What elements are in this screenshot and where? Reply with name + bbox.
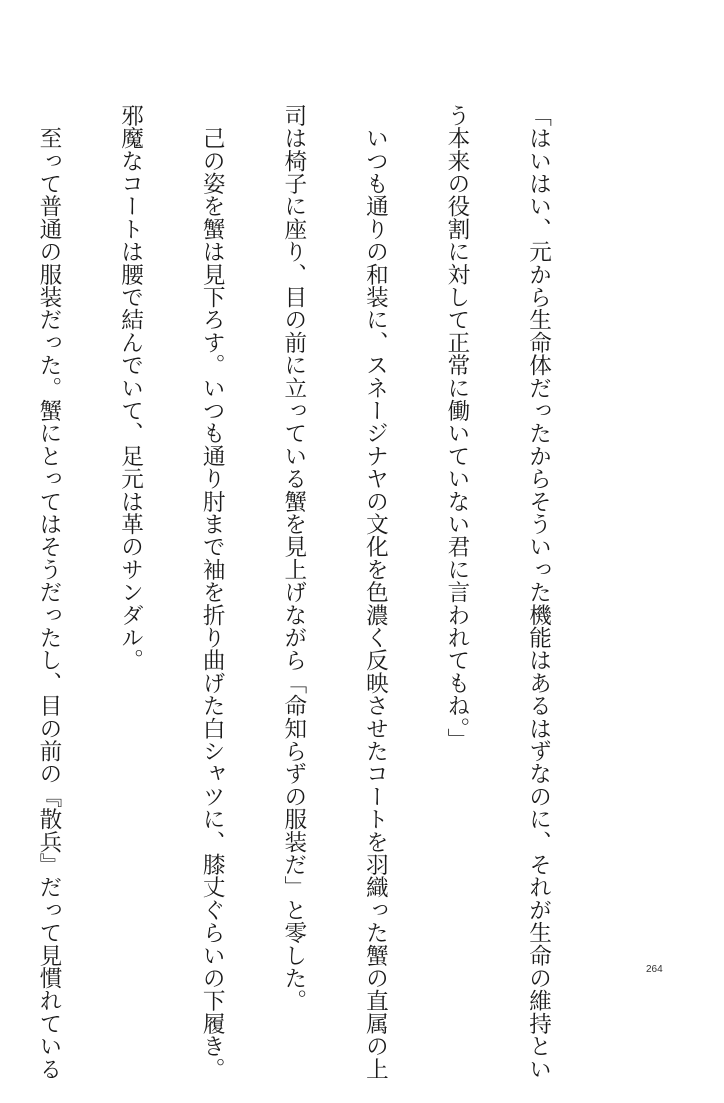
text-line: いつも通りの和装に、スネージナヤの文化を色濃く反映させたコートを羽織った蟹の直属の上 — [362, 104, 389, 1081]
text-line: 邪魔なコートは腰で結んでいて、足元は革のサンダル。 — [117, 104, 144, 672]
vertical-text-body — [0, 104, 606, 1081]
text-line: 「はいはい、元から生命体だったからそういった機能はあるはずなのに、それが生命の維持とい — [525, 104, 552, 1081]
text-line: 至って普通の服装だった。蟹にとってはそうだったし、目の前の『散兵』だって見慣れている — [35, 104, 62, 1081]
text-line: 司は椅子に座り、目の前に立っている蟹を見上げながら「命知らずの服装だ」と零した。 — [280, 104, 307, 1012]
text-line: う本来の役割に対して正常に働いていない君に言われてもね。」 — [443, 104, 470, 751]
text-line: 己の姿を蟹は見下ろす。いつも通り肘まで袖を折り曲げた白シャツに、膝丈ぐらいの下履き。 — [199, 104, 226, 1081]
page-number: 264 — [646, 964, 663, 975]
